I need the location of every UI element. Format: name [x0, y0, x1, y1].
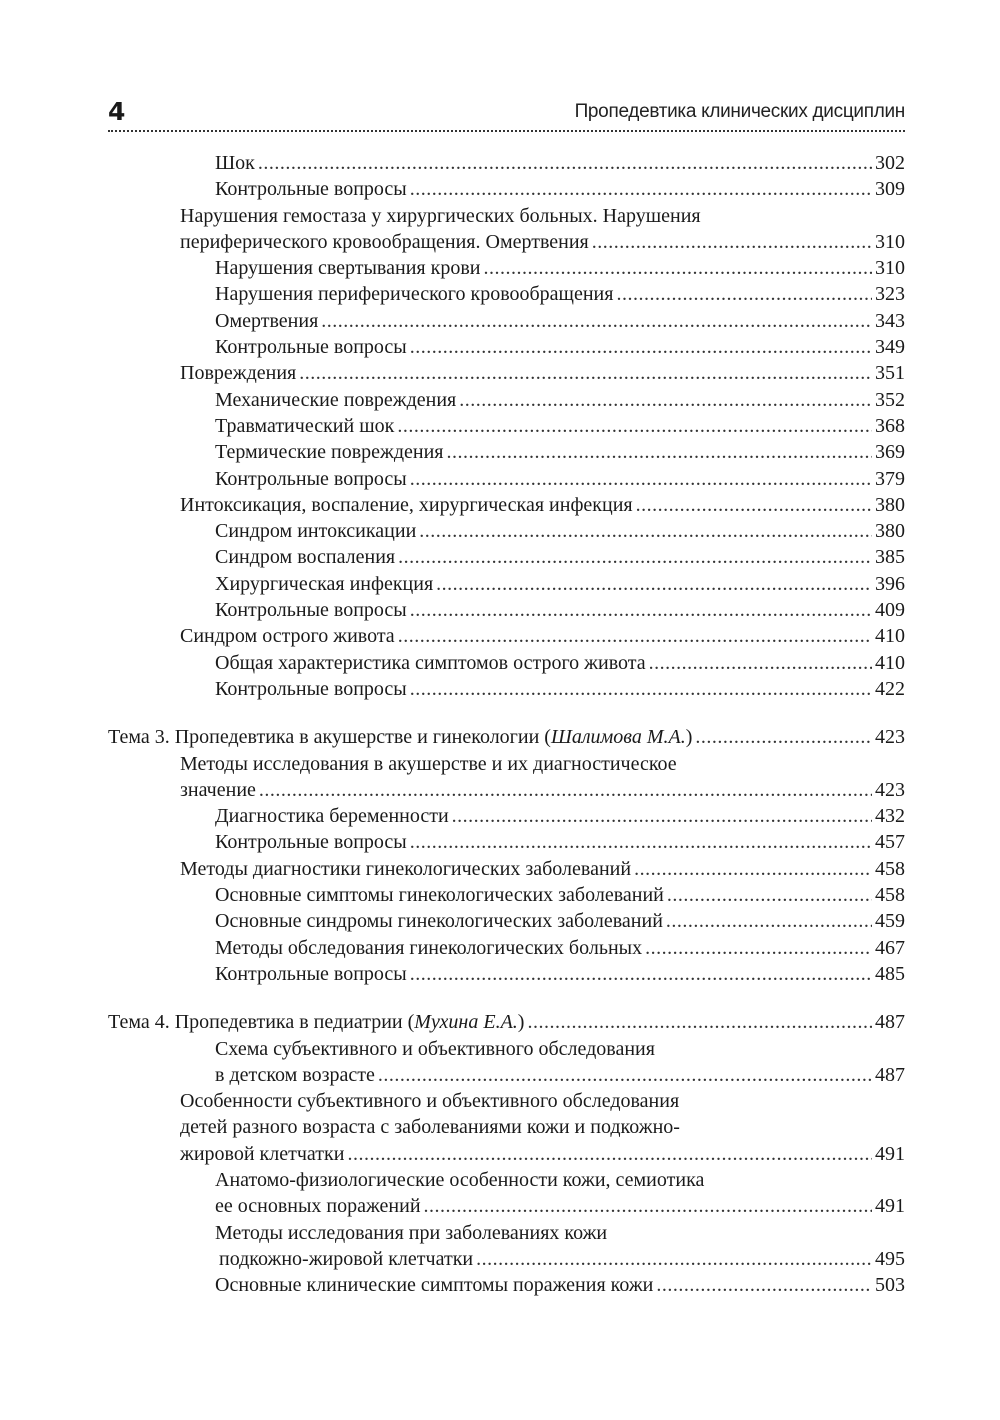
toc-entry-page: 491	[875, 1142, 905, 1165]
toc-entry-page: 485	[875, 962, 905, 985]
toc-entry	[108, 650, 905, 676]
toc-entry	[108, 1062, 905, 1088]
leader-dots	[666, 908, 872, 934]
toc-entry	[108, 229, 905, 255]
toc-entry-title: Основные синдромы гинекологических заболеваний	[215, 910, 663, 933]
toc-entry	[108, 1114, 905, 1140]
toc-entry-page: 457	[875, 831, 905, 854]
leader-dots	[459, 387, 872, 413]
toc-entry-page: 423	[875, 778, 905, 801]
table-of-contents	[108, 150, 905, 1298]
toc-entry	[108, 281, 905, 307]
toc-entry-title	[108, 1009, 524, 1035]
toc-entry	[108, 803, 905, 829]
toc-entry	[108, 150, 905, 176]
toc-entry-title: ее основных поражений	[215, 1195, 421, 1218]
toc-entry	[108, 387, 905, 413]
toc-entry-title: Методы обследования гинекологических больных	[215, 936, 643, 959]
toc-entry-page: 369	[875, 441, 905, 464]
toc-entry-title: Синдром интоксикации	[215, 520, 417, 543]
toc-entry	[108, 1272, 905, 1298]
toc-entry-title: Нарушения периферического кровообращения	[215, 283, 614, 306]
toc-entry-page: 396	[875, 572, 905, 595]
toc-entry-page: 495	[875, 1247, 905, 1270]
leader-dots	[452, 803, 872, 829]
page-number: 4	[108, 97, 126, 126]
topic-title: Тема 3. Пропедевтика в акушерстве и гинекологии (	[108, 726, 551, 749]
leader-dots	[258, 150, 872, 176]
toc-entry	[108, 882, 905, 908]
toc-entry-title: Нарушения гемостаза у хирургических больных. Нарушения	[180, 204, 701, 227]
toc-entry-title: детей разного возраста с заболеваниями кожи и подкожно-	[180, 1116, 680, 1139]
leader-dots	[649, 650, 872, 676]
toc-entry-page: 351	[875, 362, 905, 385]
toc-entry-title: Контрольные вопросы	[215, 467, 407, 490]
toc-entry-page: 422	[875, 677, 905, 700]
toc-entry	[108, 255, 905, 281]
toc-entry-page: 379	[875, 467, 905, 490]
toc-entry	[108, 908, 905, 934]
toc-entry-title: Методы исследования при заболеваниях кожи	[215, 1221, 608, 1244]
leader-dots	[419, 518, 872, 544]
toc-entry	[108, 413, 905, 439]
toc-entry	[108, 1088, 905, 1114]
toc-entry-title: Особенности субъективного и объективного обследования	[180, 1090, 680, 1113]
toc-entry-page: 302	[875, 152, 905, 174]
toc-entry-title: значение	[180, 778, 256, 801]
toc-entry	[108, 777, 905, 803]
toc-entry	[108, 466, 905, 492]
toc-entry	[108, 856, 905, 882]
leader-dots	[397, 413, 872, 439]
toc-entry-title: Методы диагностики гинекологических заболеваний	[180, 857, 632, 880]
leader-dots	[299, 360, 872, 386]
leader-dots	[410, 961, 872, 987]
toc-entry-page: 385	[875, 546, 905, 569]
leader-dots	[436, 571, 872, 597]
leader-dots	[667, 882, 872, 908]
toc-entry-page: 323	[875, 283, 905, 306]
leader-dots	[616, 281, 872, 307]
toc-entry-page: 458	[875, 857, 905, 880]
toc-entry-title: Контрольные вопросы	[215, 962, 407, 985]
toc-entry	[108, 571, 905, 597]
toc-entry-page: 459	[875, 910, 905, 933]
toc-entry-title: Диагностика беременности	[215, 805, 449, 828]
toc-entry-page: 503	[875, 1274, 905, 1297]
toc-entry-title: Травматический шок	[215, 414, 395, 437]
toc-entry-page: 487	[875, 1011, 905, 1034]
toc-entry-page: 410	[875, 625, 905, 648]
toc-entry	[108, 1193, 905, 1219]
toc-topic-entry	[108, 724, 905, 750]
toc-entry-title: Методы исследования в акушерстве и их диагностическое	[180, 752, 677, 775]
toc-entry-title: Контрольные вопросы	[215, 599, 407, 622]
toc-entry	[108, 176, 905, 202]
toc-entry-page: 467	[875, 936, 905, 959]
leader-dots	[424, 1193, 872, 1219]
toc-entry-title: Синдром воспаления	[215, 546, 396, 569]
toc-entry-page: 410	[875, 651, 905, 674]
toc-entry	[108, 334, 905, 360]
toc-entry	[108, 1220, 905, 1246]
topic-author: Мухина Е.А.	[414, 1011, 518, 1034]
toc-entry-title: Омертвения	[215, 309, 319, 332]
section-gap	[108, 987, 905, 1009]
toc-entry-title: Контрольные вопросы	[215, 336, 407, 359]
toc-entry	[108, 308, 905, 334]
toc-entry-page: 432	[875, 805, 905, 828]
leader-dots	[527, 1009, 872, 1035]
toc-entry-title: Шок	[215, 152, 255, 174]
leader-dots	[636, 492, 872, 518]
leader-dots	[656, 1272, 872, 1298]
leader-dots	[476, 1246, 872, 1272]
toc-entry-page: 487	[875, 1063, 905, 1086]
leader-dots	[410, 176, 872, 202]
leader-dots	[592, 229, 872, 255]
toc-entry	[108, 518, 905, 544]
leader-dots	[410, 829, 872, 855]
toc-entry-title: Анатомо-физиологические особенности кожи, семиотика	[215, 1168, 705, 1191]
section-gap	[108, 702, 905, 724]
toc-entry	[108, 439, 905, 465]
toc-entry-page: 352	[875, 388, 905, 411]
toc-entry	[108, 751, 905, 777]
toc-entry-title: Интоксикация, воспаление, хирургическая инфекция	[180, 493, 633, 516]
topic-title: Тема 4. Пропедевтика в педиатрии (	[108, 1011, 415, 1034]
leader-dots	[398, 544, 872, 570]
topic-title-closing: )	[685, 726, 693, 749]
toc-entry-page: 309	[875, 178, 905, 201]
toc-entry-page: 380	[875, 520, 905, 543]
toc-entry-title: Механические повреждения	[215, 388, 457, 411]
leader-dots	[645, 935, 872, 961]
toc-entry	[108, 360, 905, 386]
toc-entry-page: 423	[875, 726, 905, 749]
leader-dots	[378, 1062, 872, 1088]
toc-topic-entry	[108, 1009, 905, 1035]
toc-entry	[108, 492, 905, 518]
toc-entry-title: периферического кровообращения. Омертвения	[180, 230, 589, 253]
toc-entry-page: 349	[875, 336, 905, 359]
toc-entry	[108, 544, 905, 570]
toc-entry-page: 368	[875, 414, 905, 437]
toc-entry	[108, 961, 905, 987]
leader-dots	[259, 777, 872, 803]
toc-entry-title: Нарушения свертывания крови	[215, 257, 481, 280]
toc-entry-title: Контрольные вопросы	[215, 178, 407, 201]
toc-entry-page: 310	[875, 257, 905, 280]
running-title: Пропедевтика клинических дисциплин	[574, 101, 905, 122]
toc-entry	[108, 597, 905, 623]
leader-dots	[410, 597, 872, 623]
leader-dots	[447, 439, 873, 465]
toc-entry-title: Схема субъективного и объективного обследования	[215, 1037, 655, 1060]
toc-entry	[108, 1141, 905, 1167]
leader-dots	[695, 724, 872, 750]
toc-entry-title: Контрольные вопросы	[215, 677, 407, 700]
leader-dots	[483, 255, 872, 281]
header-divider	[108, 130, 905, 132]
toc-entry	[108, 1246, 905, 1272]
toc-entry-page: 409	[875, 599, 905, 622]
toc-entry-title: Термические повреждения	[215, 441, 444, 464]
toc-entry-page: 491	[875, 1195, 905, 1218]
toc-entry	[108, 829, 905, 855]
toc-entry-title: подкожно-жировой клетчатки	[219, 1247, 474, 1270]
topic-title-closing: )	[517, 1011, 525, 1034]
leader-dots	[347, 1141, 872, 1167]
toc-entry-page: 380	[875, 493, 905, 516]
toc-entry-title: в детском возрасте	[215, 1063, 375, 1086]
toc-entry-title: Общая характеристика симптомов острого живота	[215, 651, 646, 674]
toc-entry-title: жировой клетчатки	[180, 1142, 345, 1165]
topic-author: Шалимова М.А.	[550, 726, 686, 749]
toc-entry-page: 310	[875, 230, 905, 253]
toc-entry	[108, 623, 905, 649]
toc-entry	[108, 676, 905, 702]
leader-dots	[634, 856, 872, 882]
toc-entry	[108, 203, 905, 229]
toc-entry-title: Хирургическая инфекция	[215, 572, 434, 595]
toc-entry-page: 343	[875, 309, 905, 332]
toc-entry-page: 458	[875, 884, 905, 907]
toc-entry	[108, 1036, 905, 1062]
toc-entry-title: Повреждения	[180, 362, 297, 385]
toc-entry-title: Контрольные вопросы	[215, 831, 407, 854]
leader-dots	[398, 623, 872, 649]
leader-dots	[410, 466, 872, 492]
page-header	[108, 96, 905, 130]
leader-dots	[410, 676, 872, 702]
toc-entry-title: Основные клинические симптомы поражения кожи	[215, 1274, 654, 1297]
toc-entry-title	[108, 724, 692, 750]
leader-dots	[321, 308, 872, 334]
toc-entry	[108, 935, 905, 961]
toc-entry	[108, 1167, 905, 1193]
leader-dots	[410, 334, 872, 360]
toc-entry-title: Синдром острого живота	[180, 625, 395, 648]
toc-entry-title: Основные симптомы гинекологических заболеваний	[215, 884, 664, 907]
